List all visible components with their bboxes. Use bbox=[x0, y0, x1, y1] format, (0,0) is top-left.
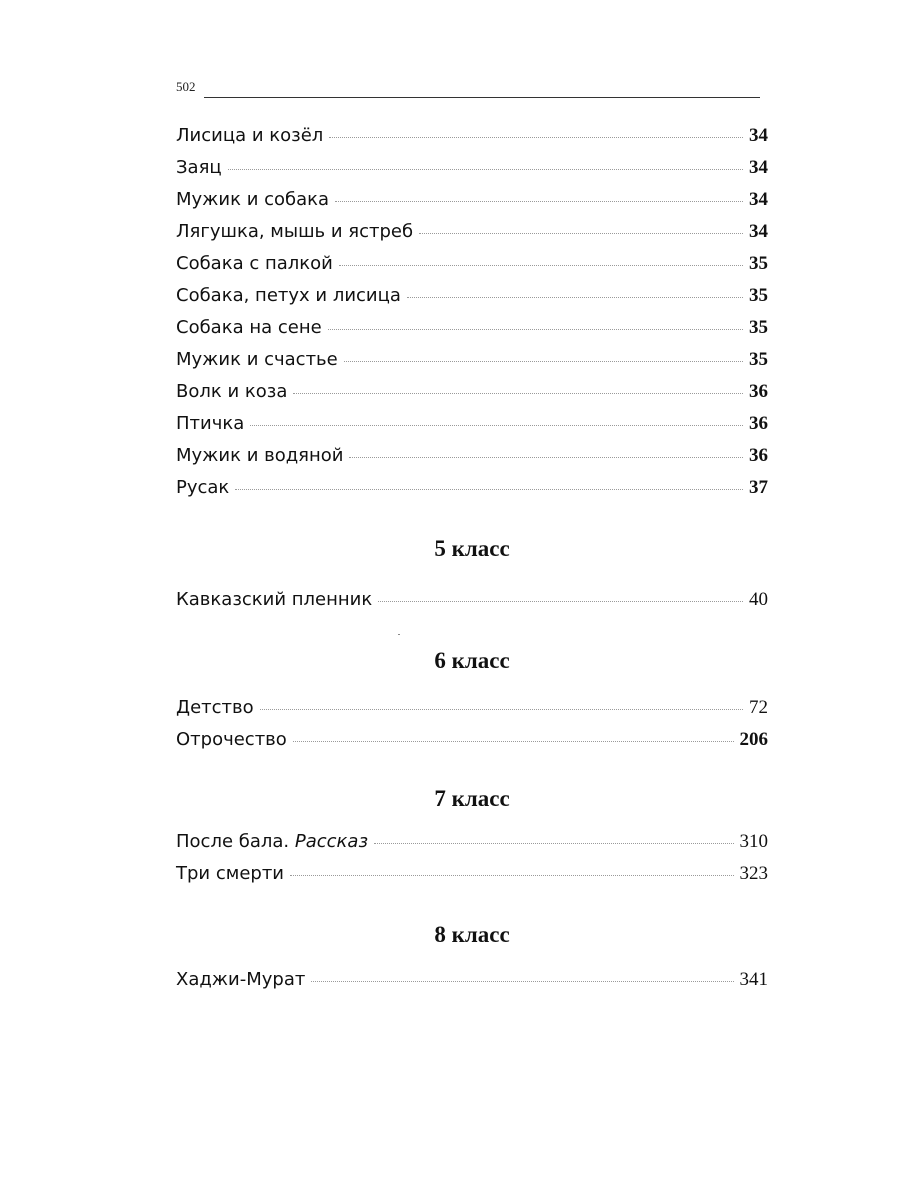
toc-entry-page: 34 bbox=[749, 189, 768, 210]
toc-entry bbox=[176, 826, 768, 858]
toc-entry-page: 341 bbox=[739, 969, 768, 990]
dot-leader bbox=[328, 329, 743, 330]
toc-entry-page: 35 bbox=[749, 317, 768, 338]
dot-leader bbox=[311, 981, 733, 982]
section-heading-grade-5: 5 класс bbox=[434, 536, 510, 561]
toc-entry bbox=[176, 120, 768, 152]
toc-entry-page: 36 bbox=[749, 413, 768, 434]
toc-list-initial bbox=[176, 120, 768, 504]
toc-entry-title: Лягушка, мышь и ястреб bbox=[176, 221, 414, 242]
dot-leader bbox=[407, 297, 743, 298]
dot-leader bbox=[344, 361, 743, 362]
toc-entry-title: Собака с палкой bbox=[176, 253, 333, 274]
toc-entry bbox=[176, 408, 768, 440]
toc-entry-page: 35 bbox=[749, 349, 768, 370]
toc-entry bbox=[176, 440, 768, 472]
toc-entry bbox=[176, 152, 768, 184]
toc-entry bbox=[176, 216, 768, 248]
toc-entry-page: 40 bbox=[749, 589, 768, 610]
toc-entry bbox=[176, 184, 768, 216]
dot-leader bbox=[290, 875, 734, 876]
toc-entry-title: Птичка bbox=[176, 413, 245, 434]
toc-entry-title: Хаджи-Мурат bbox=[176, 969, 306, 990]
toc-entry-page: 206 bbox=[739, 729, 768, 750]
toc-entry-title bbox=[176, 826, 368, 858]
toc-entry bbox=[176, 692, 768, 724]
dot-leader bbox=[374, 843, 733, 844]
toc-entry-title: Мужик и собака bbox=[176, 189, 330, 210]
toc-entry bbox=[176, 964, 768, 996]
toc-entry-page: 36 bbox=[749, 445, 768, 466]
print-speck bbox=[398, 634, 400, 635]
toc-list-grade-7 bbox=[176, 826, 768, 890]
toc-entry-title: Детство bbox=[176, 697, 254, 718]
toc-entry-title: Отрочество bbox=[176, 729, 287, 750]
toc-entry bbox=[176, 584, 768, 616]
page-number: 502 bbox=[176, 79, 196, 94]
toc-entry-title: Три смерти bbox=[176, 863, 284, 884]
toc-entry-page: 35 bbox=[749, 285, 768, 306]
dot-leader bbox=[250, 425, 743, 426]
toc-entry bbox=[176, 724, 768, 756]
toc-entry bbox=[176, 858, 768, 890]
dot-leader bbox=[235, 489, 743, 490]
dot-leader bbox=[293, 741, 734, 742]
toc-entry-title: Мужик и водяной bbox=[176, 445, 344, 466]
dot-leader bbox=[228, 169, 743, 170]
section-heading-grade-6: 6 класс bbox=[434, 648, 510, 673]
toc-entry-page: 36 bbox=[749, 381, 768, 402]
toc-entry-title: Волк и коза bbox=[176, 381, 288, 402]
dot-leader bbox=[349, 457, 743, 458]
dot-leader bbox=[339, 265, 743, 266]
toc-entry bbox=[176, 344, 768, 376]
toc-entry-page: 72 bbox=[749, 697, 768, 718]
toc-entry-title: Кавказский пленник bbox=[176, 589, 373, 610]
toc-entry-page: 323 bbox=[739, 863, 768, 884]
toc-entry-title: Собака, петух и лисица bbox=[176, 285, 401, 306]
dot-leader bbox=[329, 137, 743, 138]
toc-entry bbox=[176, 472, 768, 504]
dot-leader bbox=[378, 601, 743, 602]
toc-entry-subtitle: Рассказ bbox=[294, 831, 369, 852]
toc-entry bbox=[176, 248, 768, 280]
toc-list-grade-6 bbox=[176, 692, 768, 756]
dot-leader bbox=[293, 393, 743, 394]
toc-entry-page: 35 bbox=[749, 253, 768, 274]
toc-entry bbox=[176, 376, 768, 408]
toc-entry bbox=[176, 312, 768, 344]
toc-entry-title-main: После бала. bbox=[176, 831, 290, 852]
toc-entry-title: Собака на сене bbox=[176, 317, 322, 338]
dot-leader bbox=[419, 233, 743, 234]
header-rule bbox=[204, 97, 760, 98]
toc-entry-page: 310 bbox=[739, 831, 768, 852]
toc-entry-page: 34 bbox=[749, 125, 768, 146]
toc-entry-title: Мужик и счастье bbox=[176, 349, 338, 370]
toc-list-grade-8 bbox=[176, 964, 768, 996]
toc-entry-page: 34 bbox=[749, 157, 768, 178]
toc-entry-title: Лисица и козёл bbox=[176, 125, 324, 146]
dot-leader bbox=[335, 201, 743, 202]
toc-entry-page: 34 bbox=[749, 221, 768, 242]
section-heading-grade-8: 8 класс bbox=[434, 922, 510, 947]
toc-list-grade-5 bbox=[176, 584, 768, 616]
section-heading-grade-7: 7 класс bbox=[434, 786, 510, 811]
toc-entry bbox=[176, 280, 768, 312]
toc-entry-title: Русак bbox=[176, 477, 230, 498]
toc-entry-page: 37 bbox=[749, 477, 768, 498]
toc-entry-title: Заяц bbox=[176, 157, 222, 178]
dot-leader bbox=[260, 709, 743, 710]
